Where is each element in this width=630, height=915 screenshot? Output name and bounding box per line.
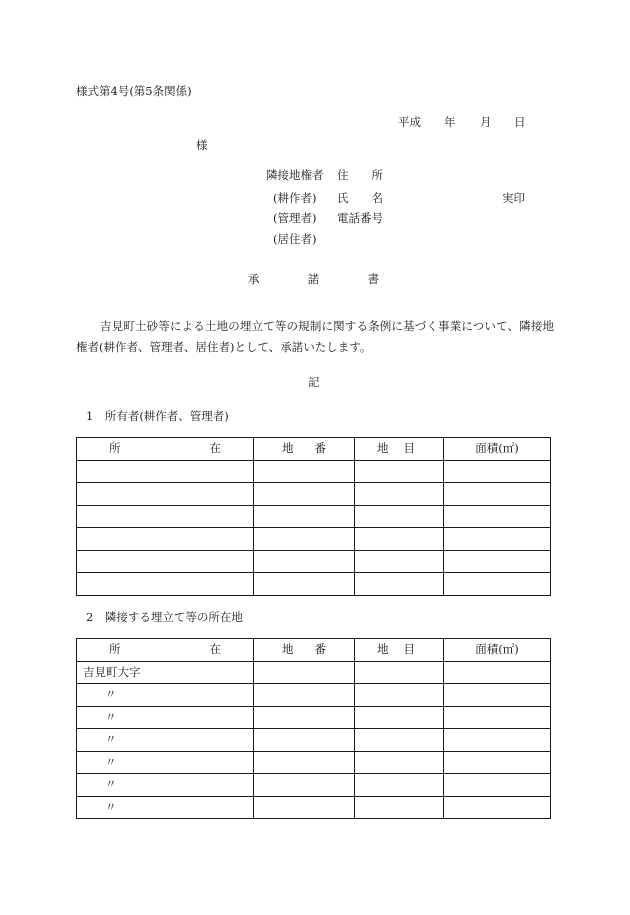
cell-location[interactable]	[77, 460, 254, 483]
header-area: 面積(㎡)	[444, 438, 551, 461]
cell-location[interactable]: 吉見町大字	[77, 661, 254, 684]
cell-land-category[interactable]	[355, 729, 444, 752]
cell-land-category[interactable]	[355, 550, 444, 573]
cell-area[interactable]	[444, 460, 551, 483]
table-row	[77, 550, 551, 573]
cell-land-category[interactable]	[355, 661, 444, 684]
cell-area[interactable]	[444, 661, 551, 684]
cell-area[interactable]	[444, 483, 551, 506]
phone-label: 電話番号	[337, 211, 383, 225]
cell-area[interactable]	[444, 729, 551, 752]
date-month: 月	[480, 115, 492, 129]
name-label: 氏 名	[337, 191, 383, 205]
document-title: 承 諾 書	[248, 272, 379, 286]
cell-area[interactable]	[444, 796, 551, 819]
header-location: 所 在	[77, 639, 254, 662]
cell-location[interactable]	[77, 550, 254, 573]
table-row	[77, 751, 551, 774]
cell-lot-number[interactable]	[254, 460, 355, 483]
table-row	[77, 684, 551, 707]
table-row	[77, 729, 551, 752]
header-land-category: 地 目	[355, 438, 444, 461]
cell-lot-number[interactable]	[254, 729, 355, 752]
date-era: 平成	[398, 115, 421, 129]
cell-area[interactable]	[444, 573, 551, 596]
cell-lot-number[interactable]	[254, 751, 355, 774]
addressee-suffix: 様	[196, 138, 208, 152]
cell-area[interactable]	[444, 684, 551, 707]
table-header-row	[77, 639, 551, 662]
cell-location[interactable]	[77, 505, 254, 528]
cell-location[interactable]	[77, 483, 254, 506]
cell-area[interactable]	[444, 706, 551, 729]
cell-land-category[interactable]	[355, 528, 444, 551]
table-header-row	[77, 438, 551, 461]
table-row	[77, 460, 551, 483]
table-row	[77, 796, 551, 819]
form-number: 様式第4号(第5条関係)	[76, 84, 192, 98]
cell-lot-number[interactable]	[254, 684, 355, 707]
table-row	[77, 774, 551, 797]
cell-lot-number[interactable]	[254, 483, 355, 506]
cell-location[interactable]: 〃	[77, 796, 254, 819]
signer-role-manager: (管理者)	[273, 211, 317, 225]
table-row	[77, 528, 551, 551]
cell-land-category[interactable]	[355, 505, 444, 528]
table-row	[77, 661, 551, 684]
cell-land-category[interactable]	[355, 796, 444, 819]
cell-lot-number[interactable]	[254, 796, 355, 819]
cell-area[interactable]	[444, 550, 551, 573]
cell-lot-number[interactable]	[254, 528, 355, 551]
address-label: 住 所	[337, 168, 383, 182]
header-area: 面積(㎡)	[444, 639, 551, 662]
cell-lot-number[interactable]	[254, 661, 355, 684]
cell-area[interactable]	[444, 774, 551, 797]
cell-lot-number[interactable]	[254, 706, 355, 729]
date-day: 日	[514, 115, 526, 129]
cell-location[interactable]: 〃	[77, 729, 254, 752]
table-row	[77, 505, 551, 528]
table-row	[77, 706, 551, 729]
cell-location[interactable]: 〃	[77, 751, 254, 774]
cell-location[interactable]	[77, 528, 254, 551]
header-location: 所 在	[77, 438, 254, 461]
cell-location[interactable]	[77, 573, 254, 596]
cell-land-category[interactable]	[355, 774, 444, 797]
cell-area[interactable]	[444, 505, 551, 528]
cell-land-category[interactable]	[355, 573, 444, 596]
adjacent-site-table	[76, 638, 551, 819]
cell-area[interactable]	[444, 751, 551, 774]
consent-body: 吉見町土砂等による土地の埋立て等の規制に関する条例に基づく事業について、隣接地権者(耕作者、管理者、居住者)として、承諾いたします。	[76, 319, 554, 354]
owner-table	[76, 437, 551, 596]
table-row	[77, 573, 551, 596]
signer-role-resident: (居住者)	[273, 232, 317, 246]
section1-heading: 1 所有者(耕作者、管理者)	[86, 409, 229, 423]
cell-land-category[interactable]	[355, 483, 444, 506]
header-lot-number: 地 番	[254, 639, 355, 662]
table-row	[77, 483, 551, 506]
cell-land-category[interactable]	[355, 684, 444, 707]
cell-lot-number[interactable]	[254, 774, 355, 797]
cell-land-category[interactable]	[355, 460, 444, 483]
cell-lot-number[interactable]	[254, 505, 355, 528]
cell-location[interactable]: 〃	[77, 774, 254, 797]
signer-role-main: 隣接地権者	[266, 168, 324, 182]
cell-land-category[interactable]	[355, 751, 444, 774]
cell-area[interactable]	[444, 528, 551, 551]
signer-role-farmer: (耕作者)	[273, 191, 317, 205]
cell-lot-number[interactable]	[254, 550, 355, 573]
seal-label: 実印	[502, 191, 525, 205]
cell-lot-number[interactable]	[254, 573, 355, 596]
header-land-category: 地 目	[355, 639, 444, 662]
header-lot-number: 地 番	[254, 438, 355, 461]
section2-heading: 2 隣接する埋立て等の所在地	[86, 610, 243, 624]
cell-location[interactable]: 〃	[77, 684, 254, 707]
cell-land-category[interactable]	[355, 706, 444, 729]
ki-label: 記	[308, 375, 320, 389]
date-year: 年	[444, 115, 456, 129]
cell-location[interactable]: 〃	[77, 706, 254, 729]
